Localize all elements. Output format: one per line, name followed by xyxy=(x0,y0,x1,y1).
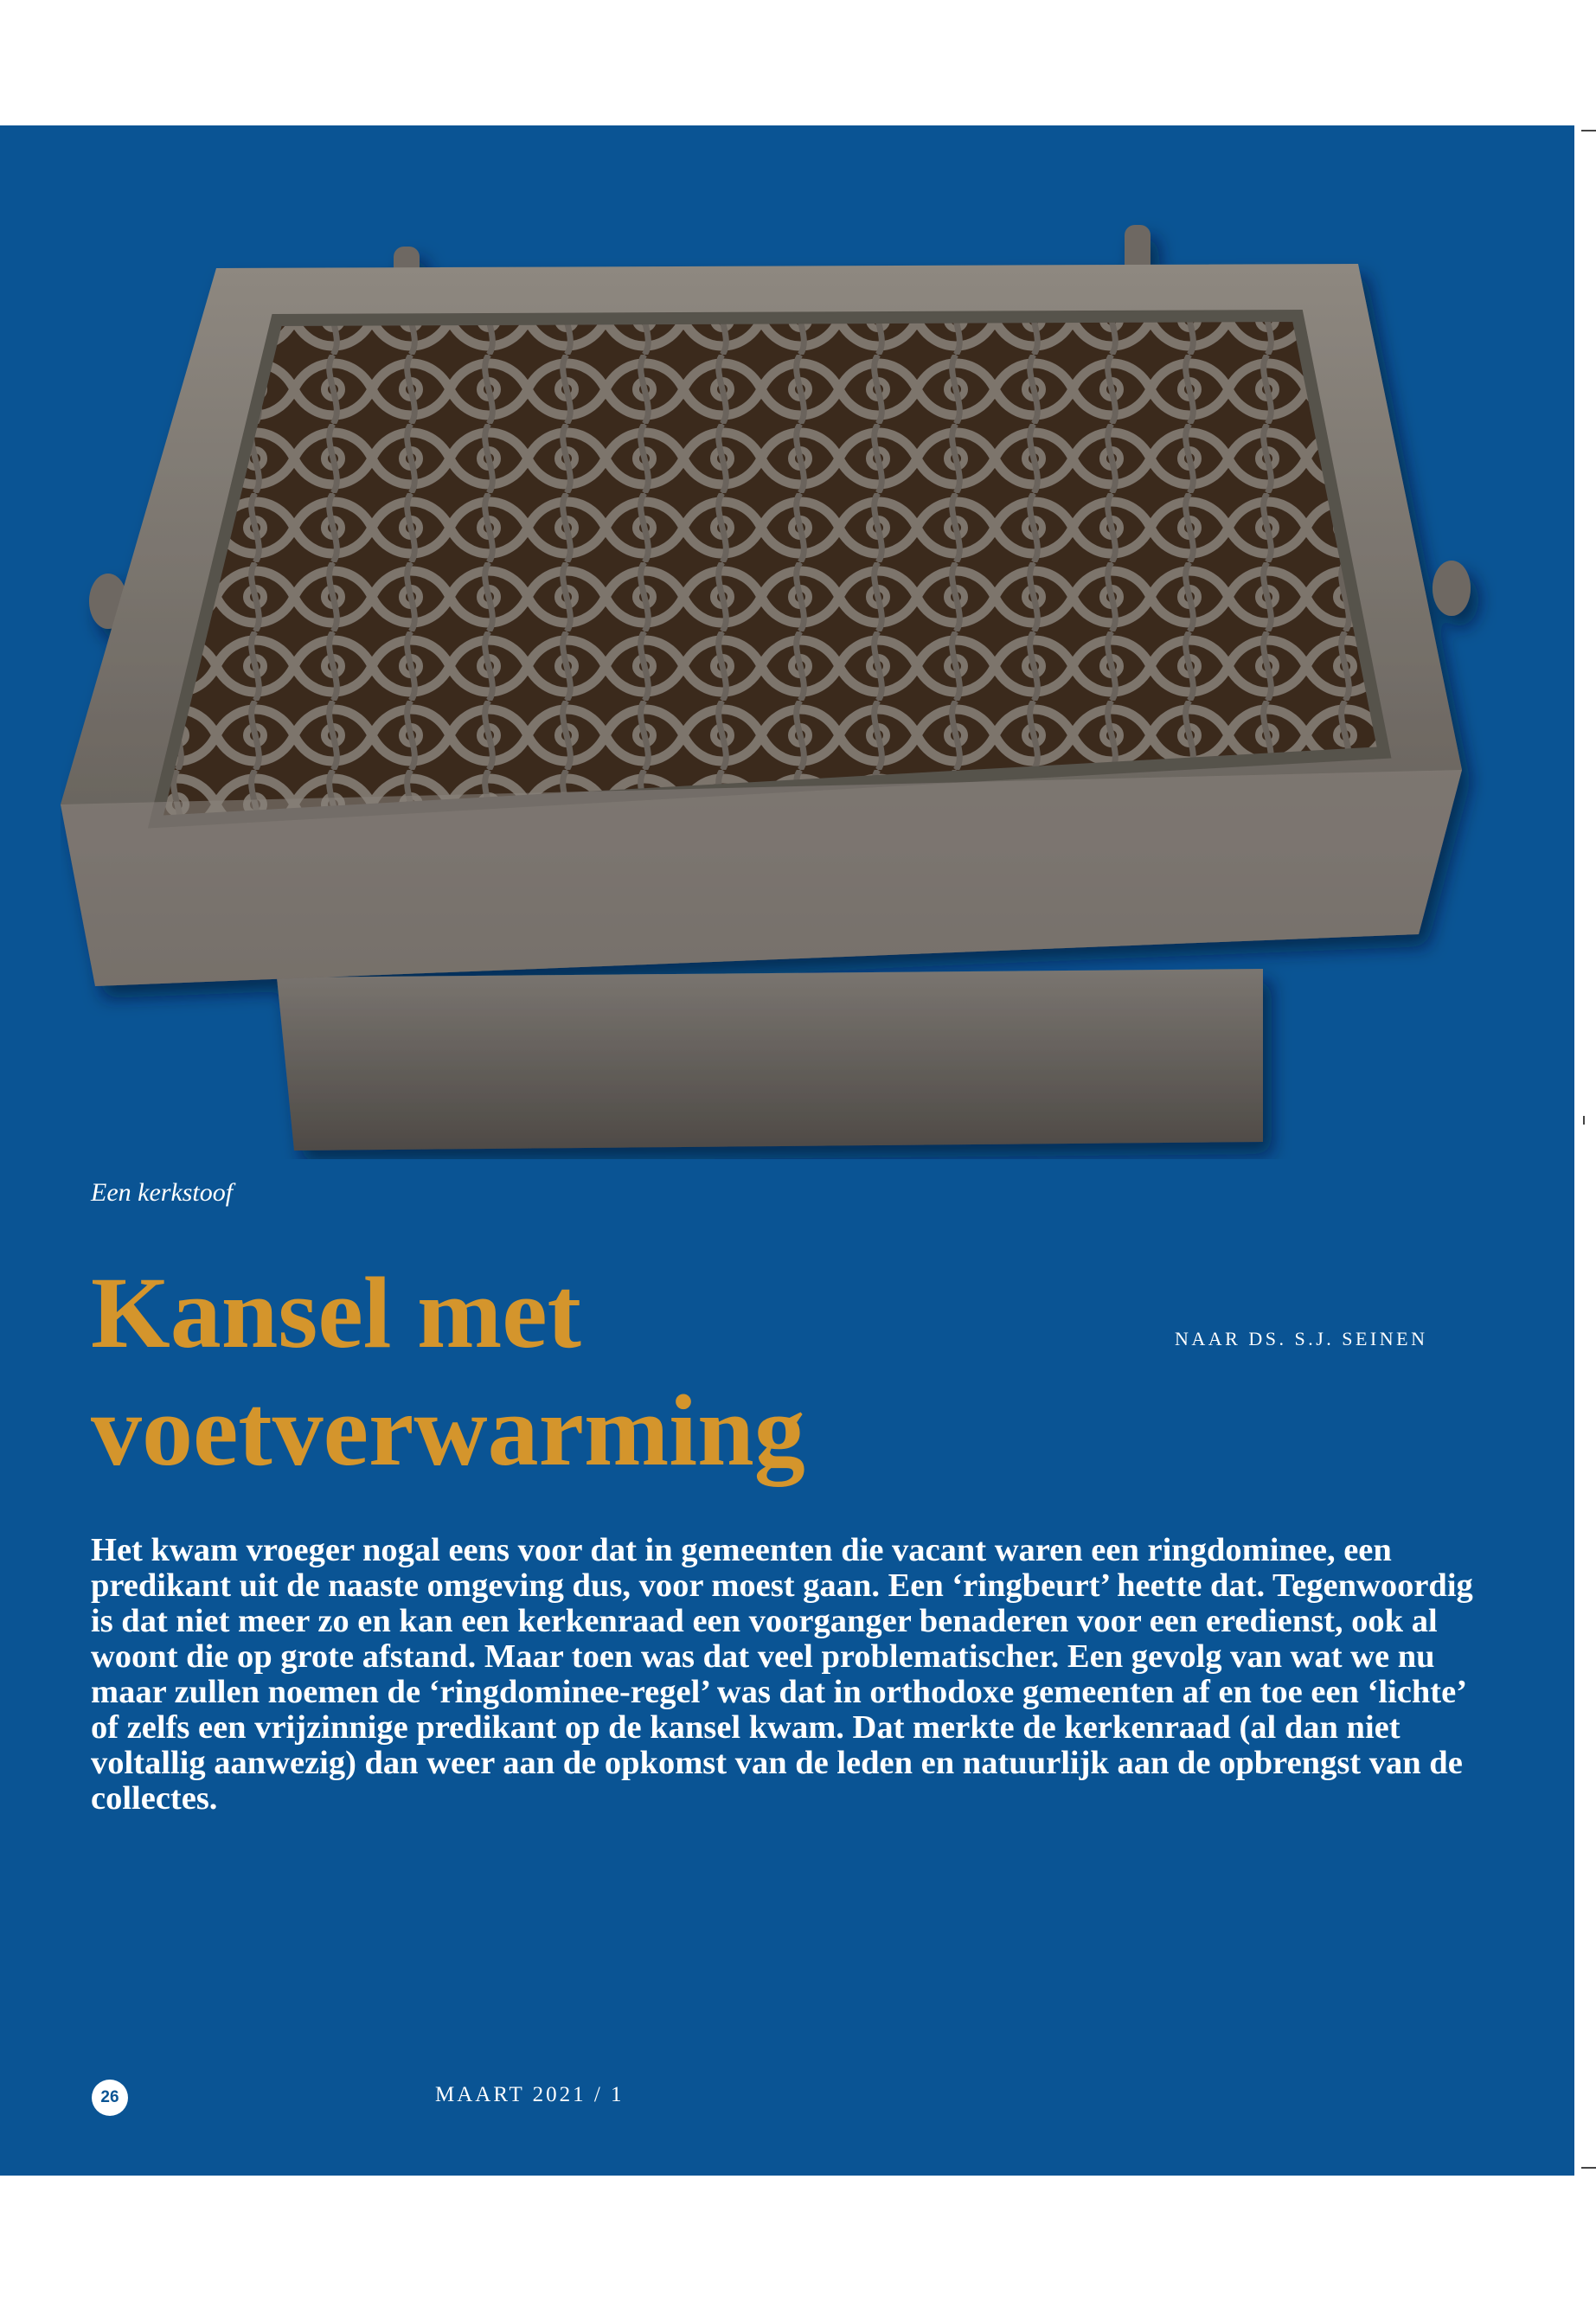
crop-mark-middle xyxy=(1583,1116,1585,1125)
title-line-2: voetverwarming xyxy=(91,1374,805,1487)
issue-label: MAART 2021 / 1 xyxy=(435,2083,625,2106)
intro-paragraph: Het kwam vroeger nogal eens voor dat in gemeenten die vacant waren een ringdominee, een predikant uit de naaste omgeving dus, voor moest gaan. Een ‘ringbeurt’ heette dat. Tegenwoordig is dat niet meer zo en kan een kerkenraad een voorganger benaderen voor een eredienst, ook al woont die op grote afstand. Maar toen was dat veel problematischer. Een gevolg van wat we nu maar zullen noemen de ‘ringdominee-regel’ was dat in orthodoxe gemeenten af en toe een ‘lichte’ of zelfs een vrijzinnige predikant op de kansel kwam. Dat merkte de kerkenraad (al dan niet voltallig aanwezig) dan weer aan de opkomst van de leden en natuurlijk aan de opbrengst van de collectes. xyxy=(91,1532,1473,1817)
photo-caption: Een kerkstoof xyxy=(91,1178,234,1207)
byline: NAAR DS. S.J. SEINEN xyxy=(1175,1328,1428,1349)
stove-grille xyxy=(156,316,1384,822)
stove-handle-right-side xyxy=(1433,561,1471,616)
article-title xyxy=(91,1254,1129,1490)
stove-base xyxy=(277,969,1263,1150)
crop-mark-bottom xyxy=(1581,2167,1596,2169)
church-foot-stove-photo xyxy=(61,216,1497,1159)
page-number-badge: 26 xyxy=(92,2080,128,2116)
title-line-1: Kansel met xyxy=(91,1256,581,1369)
crop-mark-top xyxy=(1581,130,1596,131)
